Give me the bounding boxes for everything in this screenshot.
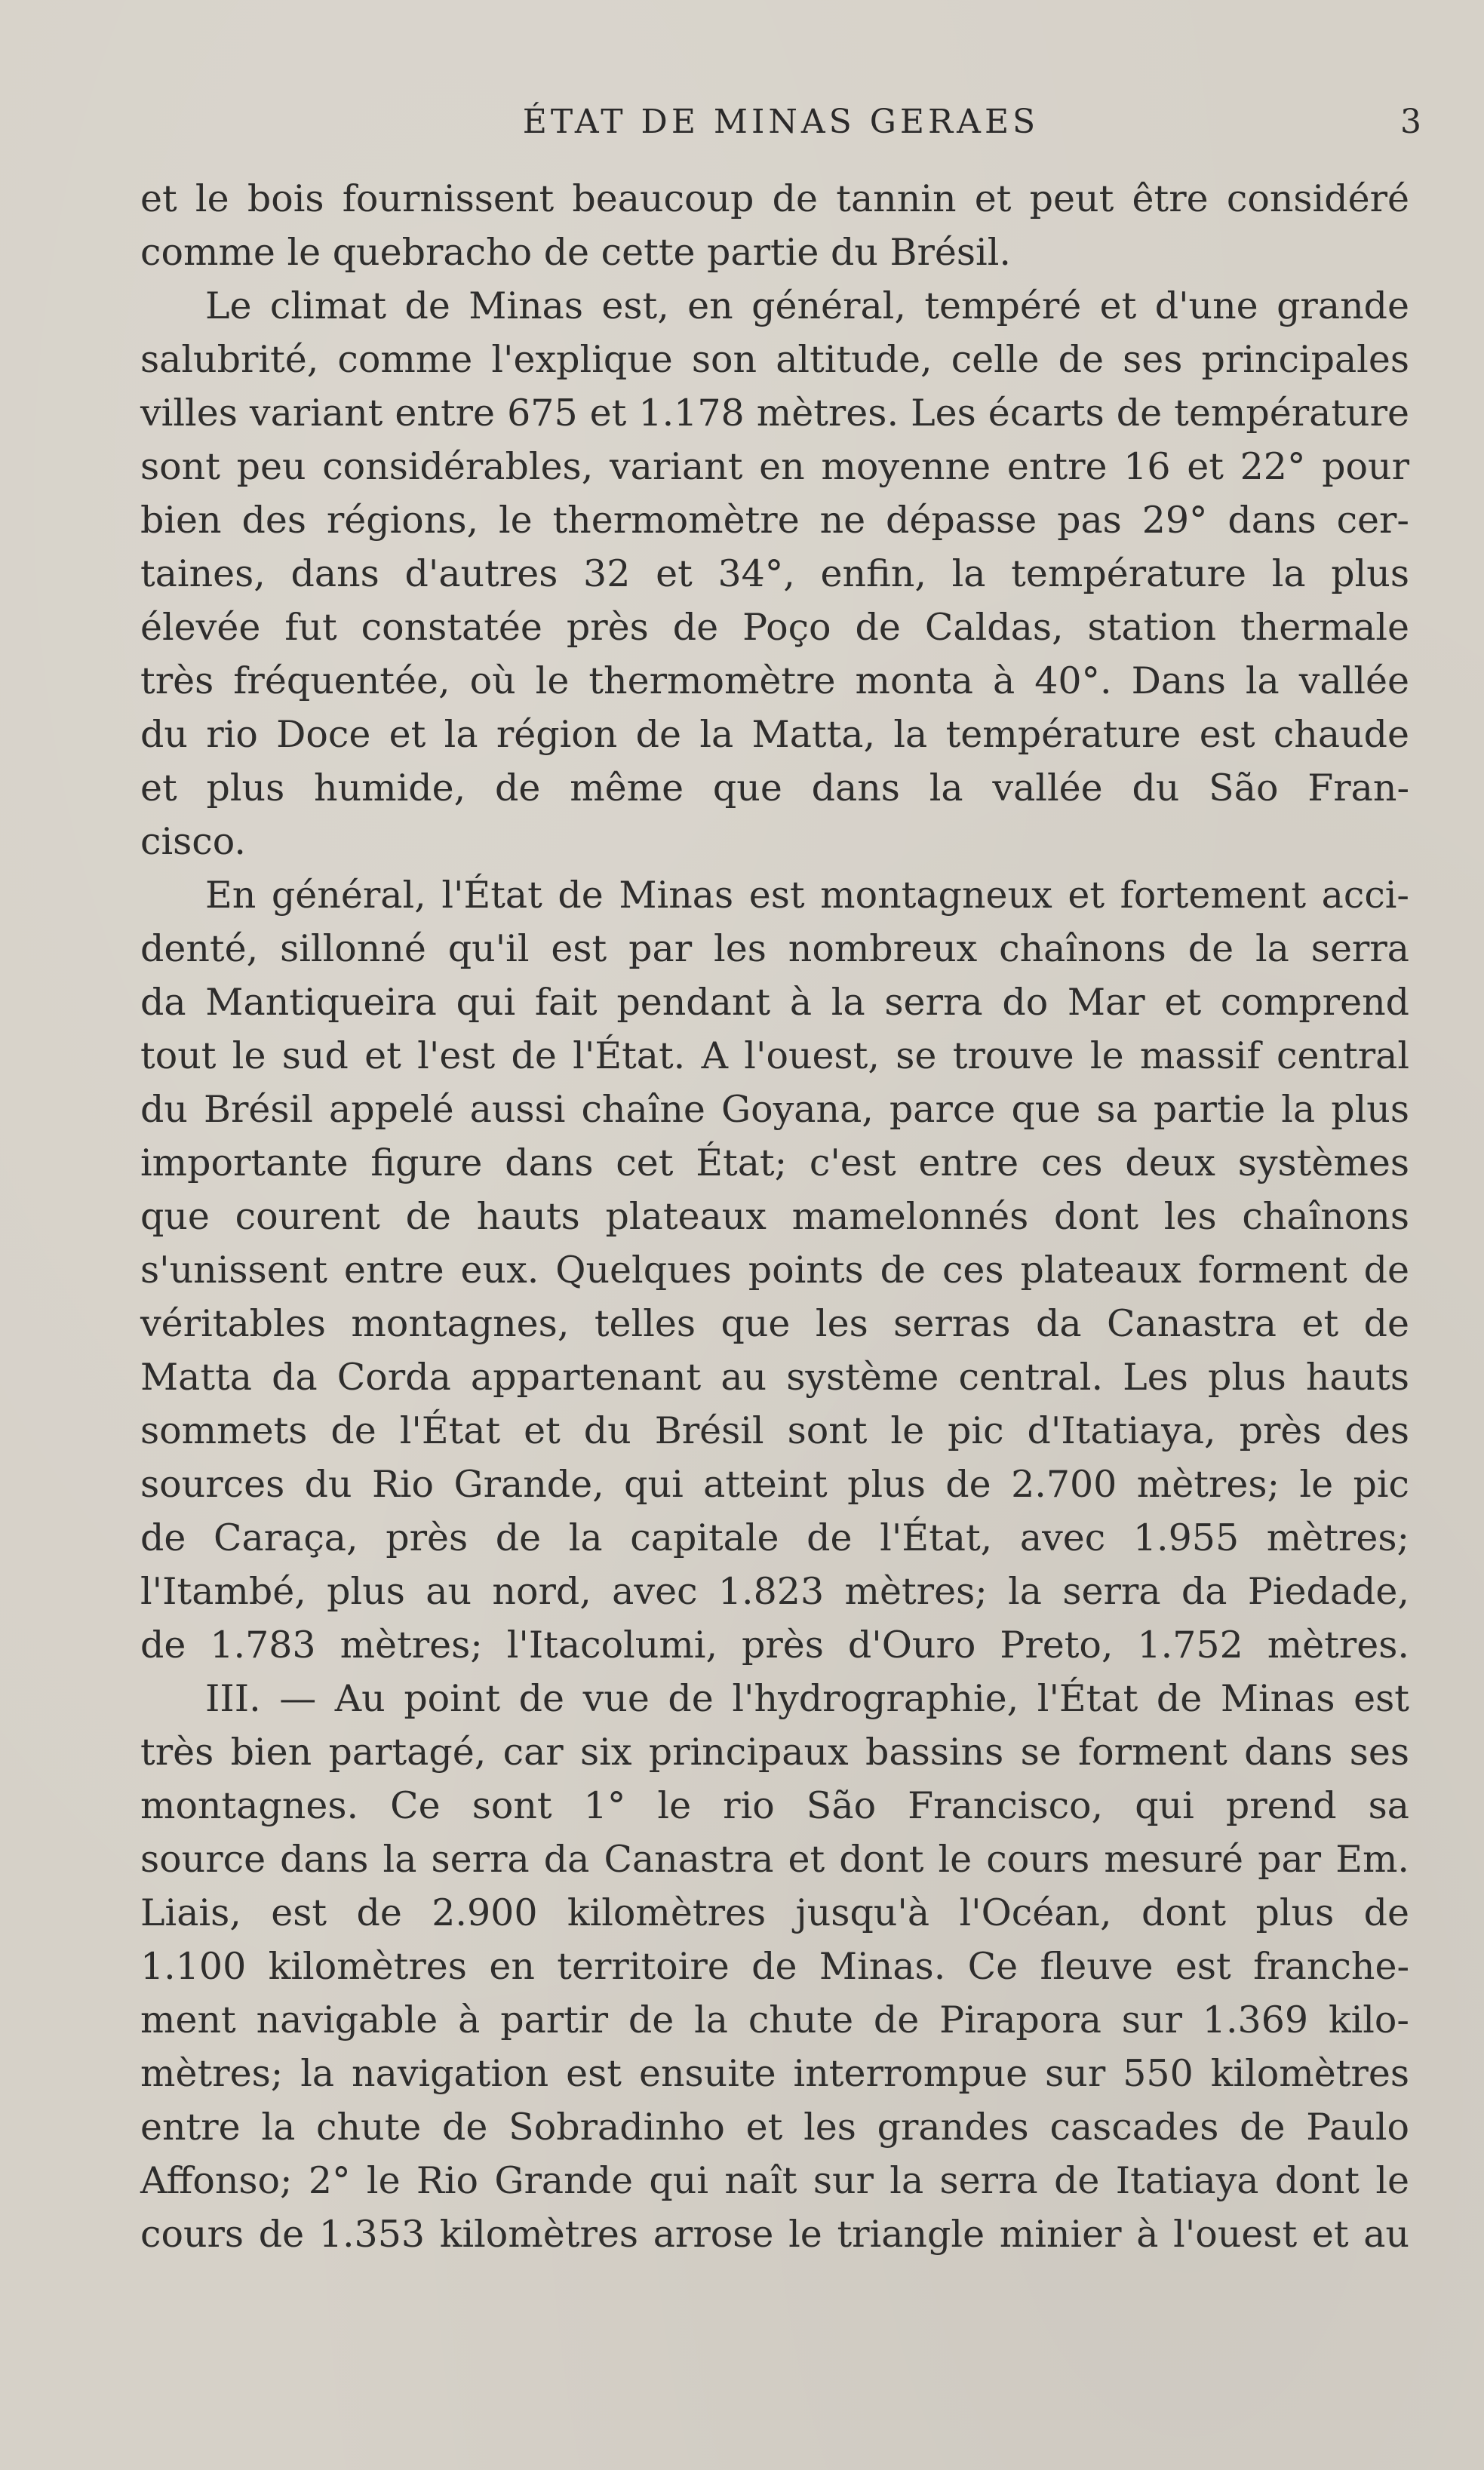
text-line: de Caraça, près de la capitale de l'État, avec 1.955 mètres; [140, 1516, 1409, 1559]
text-line: sommets de l'État et du Brésil sont le pic d'Itatiaya, près des [140, 1409, 1409, 1452]
text-line: Liais, est de 2.900 kilomètres jusqu'à l'Océan, dont plus de [140, 1891, 1409, 1934]
text-line: sources du Rio Grande, qui atteint plus de 2.700 mètres; le pic [140, 1463, 1409, 1506]
running-head [140, 100, 1421, 145]
text-line: Affonso; 2° le Rio Grande qui naît sur la serra de Itatiaya dont le [140, 2159, 1409, 2202]
text-line: de 1.783 mètres; l'Itacolumi, près d'Ouro Preto, 1.752 mètres. [140, 1624, 1409, 1667]
running-title: ÉTAT DE MINAS GERAES [522, 103, 1040, 141]
text-line: source dans la serra da Canastra et dont le cours mesuré par Em. [140, 1838, 1409, 1881]
text-line: ment navigable à partir de la chute de Pirapora sur 1.369 kilo- [140, 1998, 1409, 2041]
text-line: que courent de hauts plateaux mamelonnés dont les chaînons [140, 1195, 1409, 1238]
text-line: denté, sillonné qu'il est par les nombreux chaînons de la serra [140, 927, 1409, 970]
body-text [140, 172, 1409, 2261]
text-line: salubrité, comme l'explique son altitude, celle de ses principales [140, 338, 1409, 381]
text-line: bien des régions, le thermomètre ne dépasse pas 29° dans cer- [140, 499, 1409, 542]
text-line: et plus humide, de même que dans la vallée du São Fran- [140, 766, 1409, 810]
text-line: Matta da Corda appartenant au système central. Les plus hauts [140, 1356, 1409, 1399]
text-line: et le bois fournissent beaucoup de tannin et peut être considéré [140, 177, 1409, 220]
text-line: taines, dans d'autres 32 et 34°, enfin, la température la plus [140, 552, 1409, 595]
text-line: importante figure dans cet État; c'est entre ces deux systèmes [140, 1141, 1409, 1184]
text-line: da Mantiqueira qui fait pendant à la serra do Mar et comprend [140, 981, 1409, 1024]
text-line: En général, l'État de Minas est montagneux et fortement acci- [205, 874, 1409, 917]
text-line: montagnes. Ce sont 1° le rio São Francisco, qui prend sa [140, 1784, 1409, 1827]
text-line: l'Itambé, plus au nord, avec 1.823 mètres; la serra da Piedade, [140, 1570, 1409, 1613]
text-line: du Brésil appelé aussi chaîne Goyana, parce que sa partie la plus [140, 1088, 1409, 1131]
text-line: très bien partagé, car six principaux bassins se forment dans ses [140, 1731, 1409, 1774]
text-line: véritables montagnes, telles que les serras da Canastra et de [140, 1302, 1409, 1345]
text-line: comme le quebracho de cette partie du Brésil. [140, 231, 1011, 274]
text-line: s'unissent entre eux. Quelques points de ces plateaux forment de [140, 1249, 1409, 1292]
text-line: mètres; la navigation est ensuite interrompue sur 550 kilomètres [140, 2052, 1409, 2095]
text-line: élevée fut constatée près de Poço de Caldas, station thermale [140, 606, 1409, 649]
text-line: cisco. [140, 820, 246, 863]
text-line: tout le sud et l'est de l'État. A l'ouest, se trouve le massif central [140, 1034, 1409, 1077]
text-line: du rio Doce et la région de la Matta, la température est chaude [140, 713, 1409, 756]
page-number: 3 [1400, 103, 1421, 141]
text-line: villes variant entre 675 et 1.178 mètres. Les écarts de température [140, 392, 1409, 435]
text-line: 1.100 kilomètres en territoire de Minas. Ce fleuve est franche- [140, 1945, 1409, 1988]
text-line: entre la chute de Sobradinho et les grandes cascades de Paulo [140, 2106, 1409, 2149]
text-line: sont peu considérables, variant en moyenne entre 16 et 22° pour [140, 445, 1409, 488]
text-line: III. — Au point de vue de l'hydrographie, l'État de Minas est [205, 1677, 1409, 1720]
text-line: très fréquentée, où le thermomètre monta à 40°. Dans la vallée [140, 659, 1409, 702]
text-line: cours de 1.353 kilomètres arrose le triangle minier à l'ouest et au [140, 2213, 1409, 2256]
text-line: Le climat de Minas est, en général, tempéré et d'une grande [205, 284, 1409, 327]
